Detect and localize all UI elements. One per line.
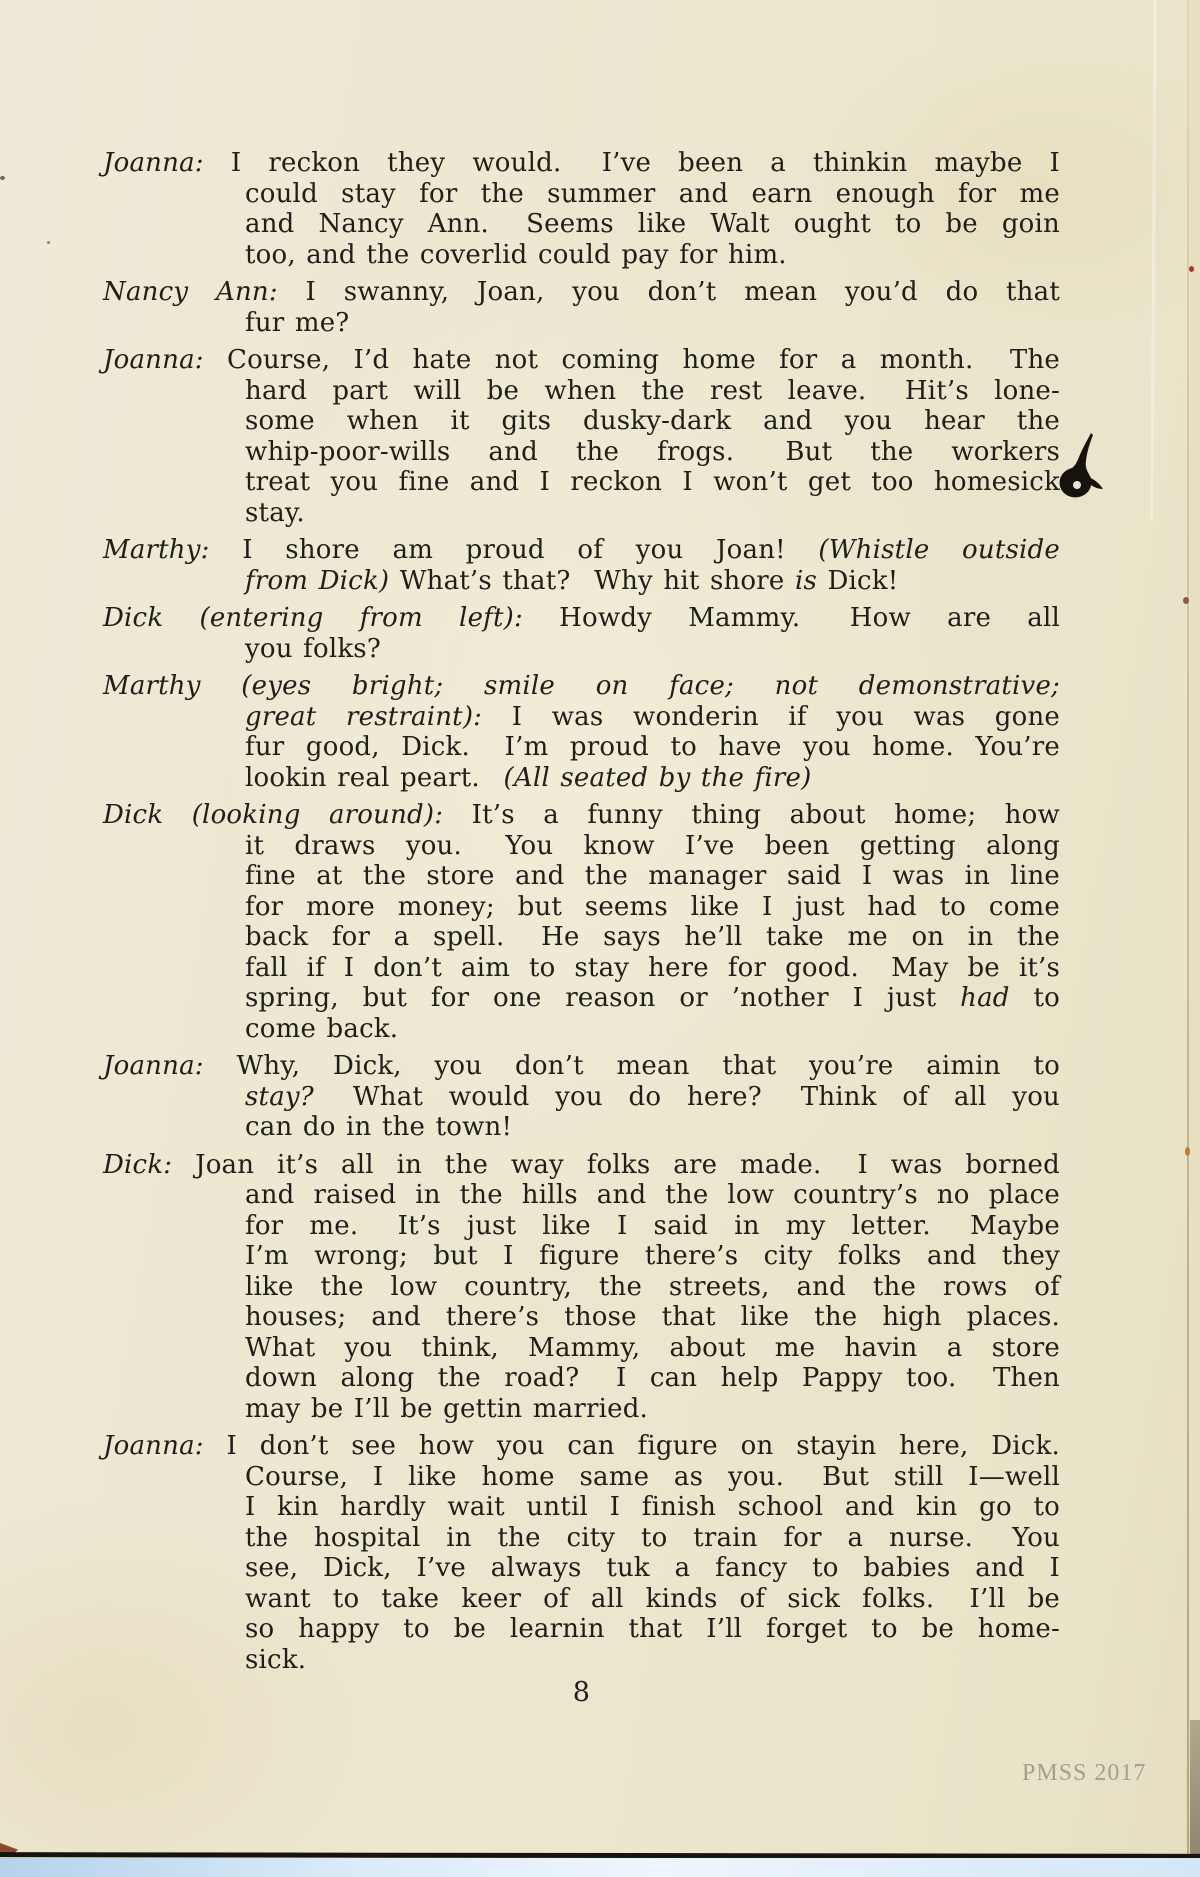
dialogue-text: for more money; but seems like I just had to come — [245, 891, 1060, 922]
dialogue-text: spring, but for one reason or ’nother I just — [245, 983, 961, 1013]
script-line — [103, 1584, 1060, 1615]
script-line — [103, 1211, 1060, 1242]
script-line — [103, 535, 1060, 566]
script-line — [103, 179, 1060, 210]
italic-text: Nancy Ann: — [103, 277, 278, 307]
paper-speck — [47, 241, 50, 244]
dialogue-text: Course, I like home same as you. But still I—well — [245, 1461, 1060, 1492]
dialogue-text: it draws you. You know I’ve been getting along — [245, 830, 1060, 861]
italic-text: Dick: — [103, 1149, 173, 1180]
dialogue-text: the hospital in the city to train for a nurse. You — [245, 1522, 1060, 1553]
dialogue-text: Joan it’s all in the way folks are made. I was borned — [172, 1149, 1060, 1180]
dialogue-text: some when it gits dusky-dark and you hear the — [245, 406, 1060, 436]
dialogue-text: What would you do here? Think of all you — [313, 1081, 1060, 1112]
dialogue-text: What you think, Mammy, about me havin a store — [245, 1332, 1060, 1363]
script-line — [103, 1302, 1060, 1333]
dialogue-text: and raised in the hills and the low country’s no place — [245, 1180, 1060, 1210]
dialogue-text: see, Dick, I’ve always tuk a fancy to babies and I — [245, 1553, 1060, 1583]
dialogue-text: too, and the coverlid could pay for him. — [245, 239, 787, 270]
dialogue-text: back for a spell. He says he’ll take me on in the — [245, 922, 1060, 952]
script-line — [103, 1492, 1060, 1523]
script-line — [103, 702, 1060, 733]
dialogue-text: treat you fine and I reckon I won’t get too homesick — [245, 467, 1060, 497]
dialogue-text: I don’t see how you can figure on stayin here, Dick. — [203, 1431, 1060, 1461]
script-line — [103, 240, 1060, 271]
script-line — [103, 209, 1060, 240]
dialogue-text: whip-poor-wills and the frogs. But the workers — [245, 436, 1060, 467]
dialogue-text: for me. It’s just like I said in my letter. Maybe — [245, 1210, 1060, 1241]
paper-speck — [0, 176, 5, 180]
script-line — [103, 1150, 1060, 1181]
page-number: 8 — [572, 1677, 591, 1708]
italic-text: Marthy: — [103, 535, 210, 565]
script-line — [103, 634, 1060, 665]
script-line — [103, 1553, 1060, 1584]
script-line — [103, 1462, 1060, 1493]
dialogue-text: Howdy Mammy. How are all — [522, 603, 1060, 633]
italic-text: Joanna: — [103, 1431, 204, 1461]
dialogue-text: lookin real peart. — [245, 762, 504, 793]
dialogue-text: hard part will be when the rest leave. Hit’s lone- — [245, 375, 1060, 406]
script-line — [103, 1363, 1060, 1394]
script-line — [103, 763, 1060, 794]
dialogue-text: can do in the town! — [245, 1112, 513, 1142]
script-line — [103, 892, 1060, 923]
script-line — [103, 861, 1060, 892]
scanner-background — [0, 1858, 1200, 1877]
italic-text: stay? — [245, 1081, 314, 1112]
dialogue-text: and Nancy Ann. Seems like Walt ought to be goin — [245, 209, 1060, 239]
script-line — [103, 1523, 1060, 1554]
script-line — [103, 953, 1060, 984]
italic-text: Marthy (eyes bright; smile on face; not demonstrative; — [103, 671, 1060, 701]
italic-text: Joanna: — [103, 345, 204, 375]
paper-speck — [1185, 1147, 1190, 1156]
dialogue-text: Course, I’d hate not coming home for a month. The — [203, 345, 1060, 375]
script-line — [103, 406, 1060, 437]
script-line — [103, 308, 1060, 339]
dialogue-text: Why, Dick, you don’t mean that you’re aimin to — [203, 1051, 1060, 1081]
script-line — [103, 376, 1060, 407]
italic-text: Dick (entering from left): — [103, 603, 523, 633]
script-line — [103, 437, 1060, 468]
page-right-edge — [1190, 0, 1200, 1856]
script-line — [103, 148, 1060, 179]
dialogue-text: What’s that? Why hit shore — [389, 565, 795, 596]
dialogue-text: stay. — [245, 497, 305, 528]
script-line — [103, 1112, 1060, 1143]
script-line — [103, 1614, 1060, 1645]
script-line — [103, 1431, 1060, 1462]
italic-text: great restraint): — [245, 701, 483, 732]
dialogue-text: fur good, Dick. I’m proud to have you home. You’re — [245, 732, 1060, 762]
dialogue-text: fur me? — [245, 307, 350, 338]
dialogue-text: houses; and there’s those that like the high places. — [245, 1302, 1060, 1332]
dialogue-text: down along the road? I can help Pappy too. Then — [245, 1363, 1060, 1393]
page-edge-shadow — [1190, 1720, 1200, 1856]
script-line — [103, 1394, 1060, 1425]
italic-text: Dick (looking around): — [103, 800, 444, 830]
dialogue-text: may be I’ll be gettin married. — [245, 1393, 649, 1424]
script-line — [103, 983, 1060, 1014]
dialogue-text: It’s a funny thing about home; how — [443, 800, 1060, 830]
script-line — [103, 467, 1060, 498]
script-line — [103, 1180, 1060, 1211]
dialogue-text: like the low country, the streets, and the rows of — [245, 1271, 1060, 1302]
dialogue-text: could stay for the summer and earn enough for me — [245, 178, 1060, 209]
dialogue-text: I’m wrong; but I figure there’s city folks and they — [245, 1241, 1060, 1271]
script-line — [103, 1333, 1060, 1364]
dialogue-text: want to take keer of all kinds of sick folks. I’ll be — [245, 1583, 1060, 1614]
dialogue-text: I shore am proud of you Joan! — [209, 535, 819, 565]
italic-text: (All seated by the fire) — [503, 762, 812, 793]
script-line — [103, 1272, 1060, 1303]
dialogue-text: I reckon they would. I’ve been a thinkin maybe I — [203, 148, 1060, 178]
italic-text: had — [960, 983, 1010, 1013]
script-text-block — [103, 148, 1060, 1709]
script-lines — [103, 148, 1060, 1675]
dialogue-text: I was wonderin if you was gone — [482, 701, 1060, 732]
script-line — [103, 1645, 1060, 1676]
dialogue-text: sick. — [245, 1644, 307, 1675]
paper-speck — [1183, 597, 1189, 604]
watermark: PMSS 2017 — [1022, 1760, 1147, 1786]
script-line — [103, 732, 1060, 763]
script-line — [103, 498, 1060, 529]
dialogue-text: so happy to be learnin that I’ll forget to be home- — [245, 1614, 1060, 1644]
italic-text: is — [794, 565, 818, 596]
italic-text: Joanna: — [103, 148, 204, 178]
page-edge-crease — [1187, 0, 1189, 1856]
dialogue-text: you folks? — [245, 633, 381, 664]
script-line — [103, 277, 1060, 308]
italic-text: (Whistle outside — [818, 535, 1060, 565]
ink-blot — [1052, 432, 1108, 504]
dialogue-text: to — [1009, 983, 1060, 1013]
dialogue-text: I swanny, Joan, you don’t mean you’d do that — [277, 277, 1060, 307]
script-line — [103, 345, 1060, 376]
dialogue-text: I kin hardly wait until I finish school and kin go to — [245, 1492, 1060, 1522]
italic-text: Joanna: — [103, 1051, 204, 1081]
script-line — [103, 800, 1060, 831]
script-line — [103, 1051, 1060, 1082]
script-line — [103, 603, 1060, 634]
script-line — [103, 1241, 1060, 1272]
script-line — [103, 922, 1060, 953]
italic-text: from Dick) — [245, 565, 390, 596]
script-line — [103, 566, 1060, 597]
script-line — [103, 1082, 1060, 1113]
script-line — [103, 1014, 1060, 1045]
dialogue-text: come back. — [245, 1013, 399, 1044]
paper-fold-highlight — [1150, 0, 1157, 520]
dialogue-text: Dick! — [817, 565, 899, 596]
paper-speck — [1189, 266, 1194, 272]
script-line — [103, 671, 1060, 702]
dialogue-text: fine at the store and the manager said I was in line — [245, 861, 1060, 891]
dialogue-text: fall if I don’t aim to stay here for good. May be it’s — [245, 952, 1060, 983]
script-line — [103, 831, 1060, 862]
